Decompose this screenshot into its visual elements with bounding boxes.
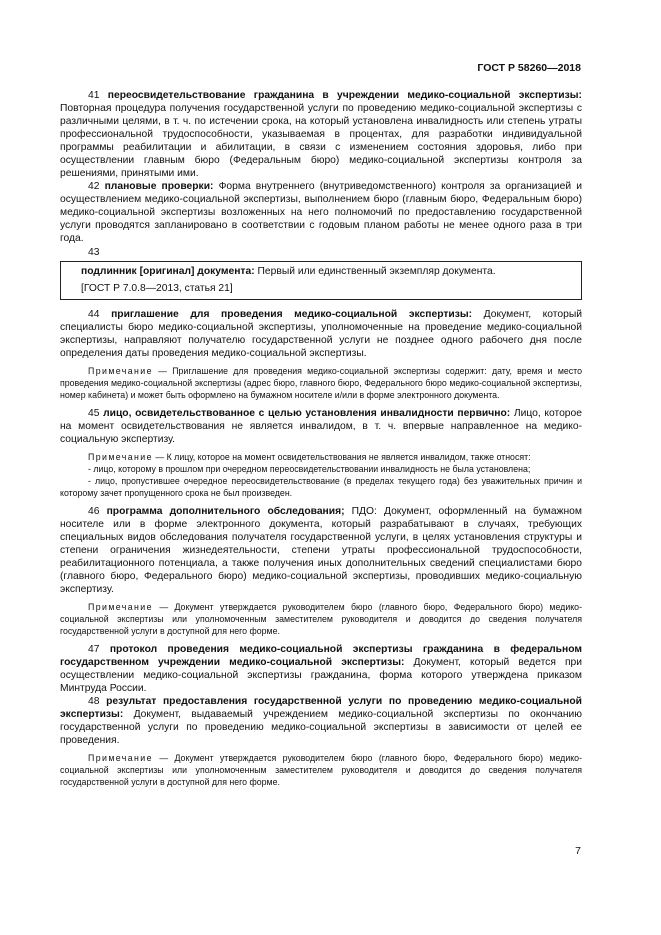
- entry-number: 42: [88, 181, 100, 192]
- note-text: — К лицу, которое на момент освидетельствования не является инвалидом, также относят:: [155, 452, 531, 462]
- note-label: Примечание: [88, 366, 153, 376]
- entry-term: подлинник [оригинал] документа:: [81, 266, 255, 277]
- entry-number: 46: [88, 506, 100, 517]
- entry-48: [60, 695, 582, 747]
- entry-definition: Первый или единственный экземпляр документа.: [257, 266, 496, 277]
- entry-definition: ПДО: Документ, оформленный на бумажном носителе или в форме электронного документа, который разрабатывают в случаях, требующих специальных видов обследования получателя государственной услуги, в целях установления структуры и степени ограничения жизнедеятельности, степени утраты профессиональной трудоспособности, реабилитационного потенциала, а также получения иных дополнительных сведений специалистами бюро (главного бюро, Федерального бюро) медико-социальной экспертизы, проводивших медико-социальную экспертизу.: [60, 506, 582, 595]
- entry-term: переосвидетельствование гражданина в учреждении медико-социальной экспертизы:: [107, 90, 582, 101]
- entry-43-number: 43: [88, 247, 100, 258]
- entry-term: приглашение для проведения медико-социальной экспертизы:: [111, 309, 473, 320]
- entry-46: [60, 505, 582, 596]
- note-label: Примечание: [88, 602, 153, 612]
- entry-term: плановые проверки:: [104, 181, 214, 192]
- entry-source: [ГОСТ Р 7.0.8—2013, статья 21]: [81, 283, 233, 294]
- entry-42: [60, 180, 582, 245]
- entry-definition: Документ, который ведется при осуществлении медико-социальной экспертизы гражданина, форма которого утверждена приказом Минтруда России.: [60, 657, 582, 694]
- note-text: — Документ утверждается руководителем бюро (главного бюро, Федерального бюро) медико-социальной экспертизы или уполномоченным заместителем руководителя и доводится до сведения получателя государственной услуги в доступной для него форме.: [60, 602, 582, 636]
- note-text: — Приглашение для проведения медико-социальной экспертизы содержит: дату, время и место проведения медико-социальной экспертизы (адрес бюро, главного бюро, Федерального бюро медико-социальной экспертизы, номер кабинета) и может быть оформлено на бумажном носителе и/или в форме электронного документа.: [60, 366, 582, 400]
- entry-45: [60, 407, 582, 446]
- note-list-item: - лицо, пропустившее очередное переосвидетельствование (в пределах текущего года) без уважительных причин и которому зачет пропущенного срока не был произведен.: [60, 476, 582, 498]
- entry-number: 47: [88, 644, 100, 655]
- entry-number: 48: [88, 696, 100, 707]
- entry-number: 41: [88, 90, 100, 101]
- entry-number: 44: [88, 309, 100, 320]
- entry-number: 45: [88, 408, 100, 419]
- standard-designation: ГОСТ Р 58260—2018: [477, 62, 581, 74]
- note-list-item: - лицо, которому в прошлом при очередном переосвидетельствовании инвалидность не была установлена;: [88, 464, 531, 474]
- document-body: [60, 89, 582, 794]
- entry-41: [60, 89, 582, 180]
- entry-45-note: [60, 451, 582, 463]
- entry-44-note: [60, 365, 582, 401]
- page-number: 7: [575, 845, 581, 857]
- entry-term: результат предоставления государственной услуги по проведению медико-социальной экспертизы:: [60, 696, 582, 720]
- entry-47: [60, 643, 582, 695]
- entry-definition: Документ, выдаваемый учреждением медико-социальной экспертизы по окончанию государственной услуги по проведению медико-социальной экспертизы в зависимости от целей ее проведения.: [60, 709, 582, 746]
- entry-46-note: [60, 601, 582, 637]
- entry-definition: Документ, который специалисты бюро медико-социальной экспертизы, уполномоченные на проведение медико-социальной экспертизы, направляют получателю государственной услуги не позднее одного рабочего дня после определения даты проведения медико-социальной экспертизы.: [60, 309, 582, 359]
- entry-definition: Форма внутреннего (внутриведомственного) контроля за организацией и осуществлением медико-социальной экспертизы, выполнением бюро (главным бюро, Федеральным бюро) медико-социальной экспертизы возложенных на него полномочий по предоставлению государственной услуги проводятся запланировано в соответствии с годовым планом работы не менее одного раза в три года.: [60, 181, 582, 244]
- note-text: — Документ утверждается руководителем бюро (главного бюро, Федерального бюро) медико-социальной экспертизы или уполномоченным заместителем руководителя и доводится до сведения получателя государственной услуги в доступной для него форме.: [60, 753, 582, 787]
- entry-48-note: [60, 752, 582, 788]
- entry-term: лицо, освидетельствованное с целью установления инвалидности первично:: [103, 408, 511, 419]
- entry-term: программа дополнительного обследования;: [106, 506, 345, 517]
- note-label: Примечание: [88, 452, 153, 462]
- entry-definition: Повторная процедура получения государственной услуги по проведению медико-социальной экспертизы с различными целями, в т. ч. по истечении срока, на который установлена инвалидность или степень утраты профессиональной трудоспособности, указываемая в процентах, для разработки индивидуальной программы реабилитации и абилитации, в связи с изменением состояния здоровья, либо при осуществлении главным бюро (Федеральным бюро) медико-социальной экспертизы контроля за решениями, принятыми ими.: [60, 103, 582, 179]
- entry-43-box: [60, 261, 582, 300]
- note-label: Примечание: [88, 753, 153, 763]
- entry-definition: Лицо, которое на момент освидетельствования не является инвалидом, в т. ч. впервые направленное на медико-социальную экспертизу.: [60, 408, 582, 445]
- entry-43: [81, 265, 581, 278]
- entry-44: [60, 308, 582, 360]
- entry-term: протокол проведения медико-социальной экспертизы гражданина в федеральном государственном учреждении медико-социальной экспертизы:: [60, 644, 582, 668]
